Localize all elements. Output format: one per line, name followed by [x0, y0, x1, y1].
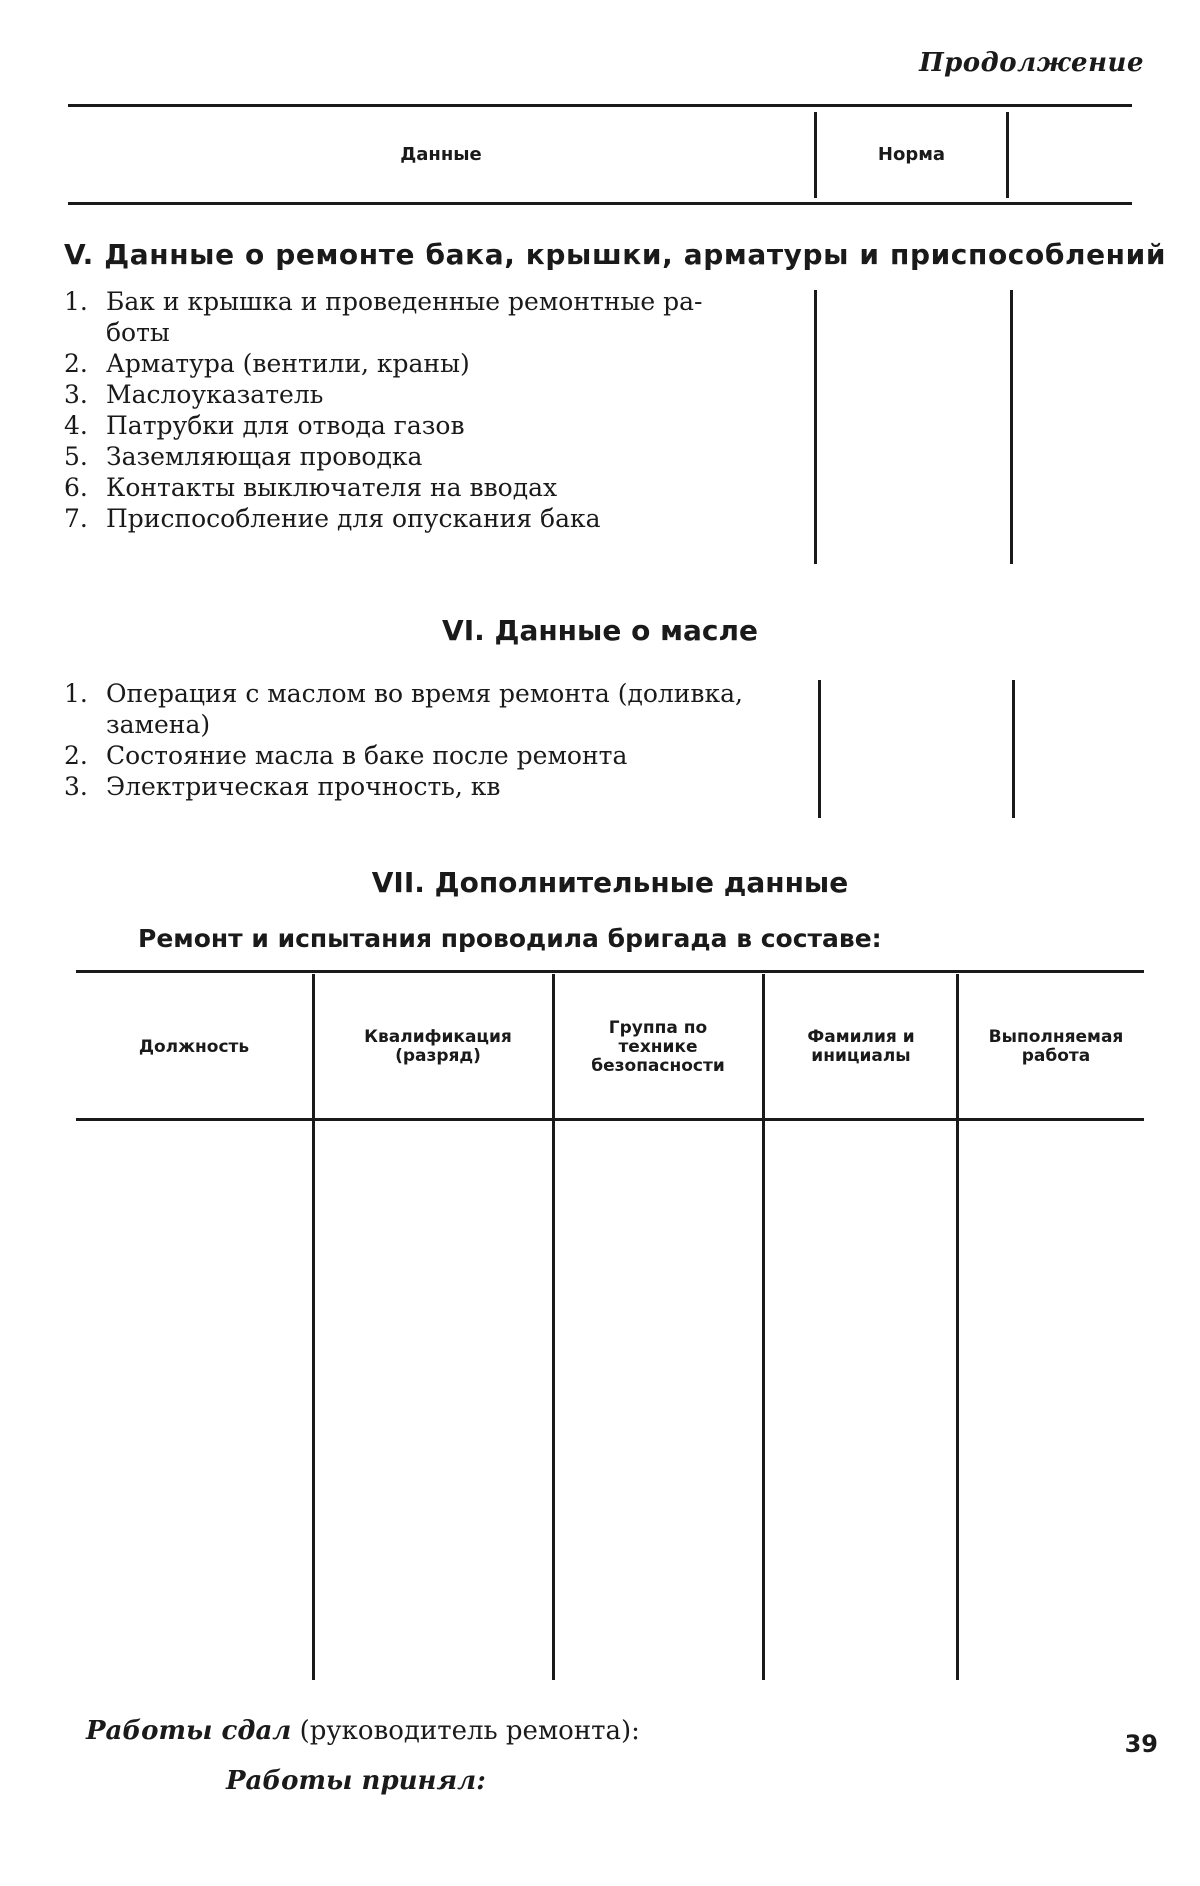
list-item: 1. Бак и крышка и проведенные ремонтные ра-боты [64, 287, 703, 347]
section-6-divider-2 [1012, 680, 1015, 818]
crew-column-header: Квалификация (разряд) [364, 1027, 512, 1066]
crew-table-divider-2 [552, 974, 555, 1680]
column-header-data: Данные [400, 144, 482, 165]
list-item: 2. Арматура (вентили, краны) [64, 349, 470, 378]
section-6-title: VI. Данные о масле [442, 614, 758, 647]
crew-intro: Ремонт и испытания проводила бригада в составе: [138, 924, 882, 953]
top-table-divider-2 [1006, 112, 1009, 198]
list-item: 3. Маслоуказатель [64, 380, 324, 409]
handed-over-label: Работы сдал [86, 1716, 292, 1746]
crew-table-divider-4 [956, 974, 959, 1680]
list-item: 1. Операция с маслом во время ремонта (доливка, замена) [64, 679, 743, 739]
column-header-norm: Норма [877, 144, 946, 165]
handed-over-note: (руководитель ремонта): [299, 1716, 640, 1746]
accepted-line [226, 1766, 486, 1796]
crew-table-divider-1 [312, 974, 315, 1680]
section-7-title: VII. Дополнительные данные [371, 866, 849, 899]
crew-column-header: Выполняемая работа [988, 1027, 1124, 1066]
crew-table-divider-3 [762, 974, 765, 1680]
section-5-divider-2 [1010, 290, 1013, 564]
section-6-list [64, 678, 824, 802]
list-item: 4. Патрубки для отвода газов [64, 411, 465, 440]
top-table-rule-top [68, 104, 1132, 107]
crew-table-rule-top [76, 970, 1144, 973]
list-item: 3. Электрическая прочность, кв [64, 772, 501, 801]
section-5-list [64, 286, 806, 534]
list-item: 5. Заземляющая проводка [64, 442, 423, 471]
section-6-divider-1 [818, 680, 821, 818]
crew-table-rule-header [76, 1118, 1144, 1121]
section-5-divider-1 [814, 290, 817, 564]
crew-column-header: Фамилия и инициалы [807, 1027, 915, 1066]
handed-over-line [86, 1716, 640, 1746]
crew-column-header: Группа по технике безопасности [591, 1017, 725, 1076]
crew-column-header: Должность [138, 1036, 250, 1057]
continuation-label: Продолжение [919, 48, 1144, 78]
accepted-label: Работы принял: [226, 1766, 486, 1796]
top-table-rule-bottom [68, 202, 1132, 205]
page-number: 39 [1124, 1730, 1158, 1758]
list-item: 7. Приспособление для опускания бака [64, 504, 601, 533]
section-5-title: V. Данные о ремонте бака, крышки, арматуры и приспособлений [64, 238, 1167, 271]
list-item: 2. Состояние масла в баке после ремонта [64, 741, 628, 770]
list-item: 6. Контакты выключателя на вводах [64, 473, 558, 502]
